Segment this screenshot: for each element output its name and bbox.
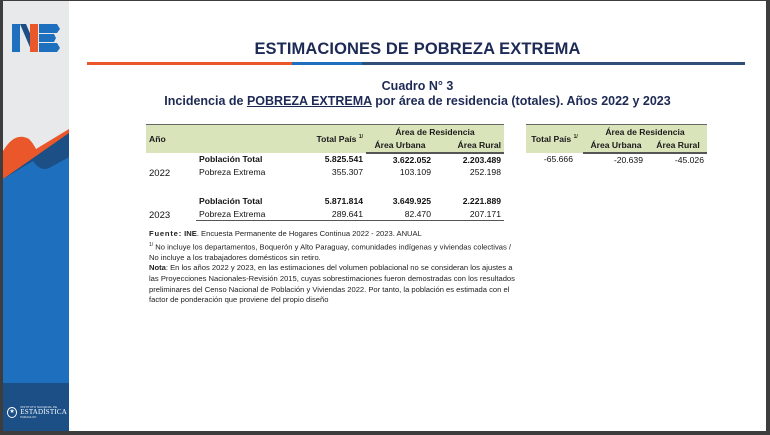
subtitle-post: por área de residencia (totales). Años 2022 y 2023 <box>371 94 671 108</box>
subtitle-pre: Incidencia de <box>164 94 247 108</box>
cell-rural: 2.221.889 <box>462 196 501 206</box>
poverty-table <box>146 124 504 221</box>
cell-rural: 207.171 <box>434 208 504 221</box>
title-rule-navy <box>362 62 745 65</box>
difference-table <box>526 124 707 166</box>
header-total: Total País $^{1/}$ <box>296 125 366 153</box>
subtitle-underlined: POBREZA EXTREMA <box>246 94 372 108</box>
brand-line1: INSTITUTO NACIONAL DE <box>20 404 58 409</box>
table-row <box>146 195 504 208</box>
star-seal-icon: ★ <box>7 407 17 418</box>
row-label: Pobreza Extrema <box>196 208 296 221</box>
header-rural: Área Rural <box>434 139 504 153</box>
cell-urban: -20.639 <box>613 154 643 165</box>
cell-rural: -45.026 <box>674 154 704 165</box>
table-row <box>146 166 504 179</box>
header-rural: Área Rural <box>649 139 707 153</box>
ine-logo-icon <box>12 21 62 55</box>
title-rule-orange <box>87 62 292 65</box>
notes-block <box>149 229 521 306</box>
source-note: Fuente: INE. Encuesta Permanente de Hogares Continua 2022 - 2023. ANUAL <box>149 229 422 238</box>
table-row <box>146 208 504 221</box>
row-label: Población Total <box>199 196 263 206</box>
sidebar <box>3 1 69 431</box>
cell-total: -65.666 <box>543 154 573 164</box>
table-row <box>146 153 504 166</box>
cell-total: 355.307 <box>331 167 363 177</box>
cell-rural: 2.203.489 <box>462 154 501 165</box>
year-cell: 2023 <box>149 209 171 221</box>
brand-line2: ESTADÍSTICA <box>20 407 67 416</box>
slide <box>3 1 766 431</box>
cell-urban: 103.109 <box>399 167 431 177</box>
header-area-group: Área de Residencia <box>583 125 707 139</box>
ine-footer-brand <box>7 404 67 420</box>
header-year: Año <box>146 125 196 153</box>
cell-total: 289.641 <box>296 208 366 221</box>
year-cell: 2022 <box>149 167 171 179</box>
header-total: Total País $^{1/}$ <box>526 125 583 153</box>
page-title: ESTIMACIONES DE POBREZA EXTREMA <box>254 40 581 58</box>
title-rule-blue <box>292 62 362 65</box>
table-subtitle <box>69 94 766 108</box>
table-number: Cuadro N° 3 <box>381 79 454 93</box>
cell-total: 5.871.814 <box>324 196 363 206</box>
header-urban: Área Urbana <box>366 139 434 153</box>
table-row <box>526 153 707 166</box>
cell-total: 5.825.541 <box>324 154 363 164</box>
header-area-group: Área de Residencia <box>366 125 504 139</box>
brand-line3: PARAGUAY <box>20 414 37 419</box>
row-label: Pobreza Extrema <box>199 167 266 177</box>
footnote: $^{1/}$ No incluye los departamentos, Boquerón y Alto Paraguay, comunidades indígenas y viviendas colectivas / No incluye a los trabajadores domésticos sin retiro. <box>149 241 511 262</box>
nota: Nota: En los años 2022 y 2023, en las estimaciones del volumen poblacional no se consideran los ajustes a las Proyecciones Nacionales-Revisión 2015, cuyas sobrestimaciones fueron demostradas con los resultados preliminares del Censo Nacional de Población y Viviendas 2022. Por tanto, la población es estimada con el factor de ponderación que proviene del propio diseño <box>149 263 515 305</box>
cell-urban: 82.470 <box>366 208 434 221</box>
cell-urban: 3.622.052 <box>392 154 431 165</box>
row-label: Población Total <box>199 154 263 164</box>
cell-rural: 252.198 <box>469 167 501 177</box>
cell-urban: 3.649.925 <box>392 196 431 206</box>
header-urban: Área Urbana <box>583 139 649 153</box>
decorative-wave-icon <box>3 121 69 431</box>
